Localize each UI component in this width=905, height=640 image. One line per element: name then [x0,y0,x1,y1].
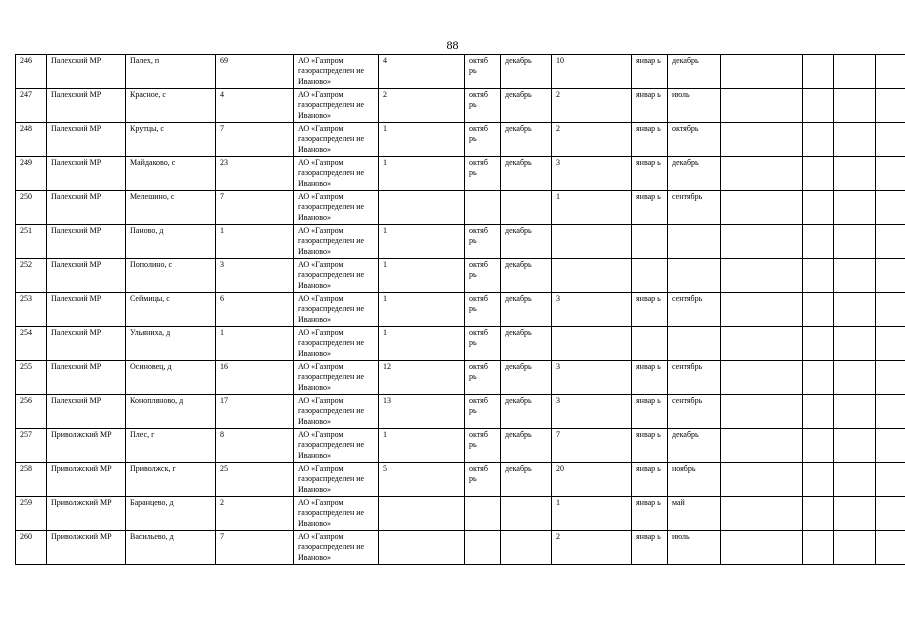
cell-qty-1 [379,531,465,565]
cell-district: Приволжский МР [47,463,126,497]
cell-extra-3 [834,55,876,89]
cell-qty-2: 2 [552,89,632,123]
cell-extra-3 [834,123,876,157]
cell-qty-1 [379,191,465,225]
cell-extra-3 [834,157,876,191]
cell-settlement: Приволжск, г [126,463,216,497]
cell-organization: АО «Газпром газораспределен ие Иваново» [294,89,379,123]
cell-month-end-2: июль [668,89,721,123]
cell-month-end-1: декабрь [501,225,552,259]
cell-extra-4 [876,429,905,463]
cell-extra-3 [834,531,876,565]
cell-qty-1: 4 [379,55,465,89]
cell-extra-2 [803,89,834,123]
cell-organization: АО «Газпром газораспределен ие Иваново» [294,327,379,361]
table-row [16,395,905,429]
cell-count: 7 [216,123,294,157]
cell-month-start-1 [465,531,501,565]
cell-district: Палехский МР [47,191,126,225]
cell-extra-4 [876,191,905,225]
table-row [16,293,905,327]
cell-month-start-1: октяб рь [465,259,501,293]
cell-district: Палехский МР [47,327,126,361]
cell-month-start-2: январ ь [632,395,668,429]
cell-month-start-2 [632,327,668,361]
cell-organization: АО «Газпром газораспределен ие Иваново» [294,429,379,463]
cell-month-start-2 [632,259,668,293]
cell-month-start-2: январ ь [632,293,668,327]
cell-count: 7 [216,531,294,565]
cell-month-start-1 [465,191,501,225]
cell-extra-2 [803,463,834,497]
cell-month-start-2: январ ь [632,123,668,157]
cell-month-start-1 [465,497,501,531]
cell-month-end-1: декабрь [501,89,552,123]
cell-organization: АО «Газпром газораспределен ие Иваново» [294,225,379,259]
cell-extra-3 [834,259,876,293]
cell-month-start-1: октяб рь [465,157,501,191]
cell-organization: АО «Газпром газораспределен ие Иваново» [294,531,379,565]
cell-extra-1 [721,531,803,565]
cell-extra-2 [803,157,834,191]
cell-row-number: 258 [16,463,47,497]
cell-extra-2 [803,429,834,463]
cell-qty-1: 1 [379,225,465,259]
cell-month-end-2: ноябрь [668,463,721,497]
cell-district: Приволжский МР [47,497,126,531]
cell-district: Палехский МР [47,89,126,123]
cell-settlement: Паново, д [126,225,216,259]
cell-qty-2: 7 [552,429,632,463]
cell-month-start-2: январ ь [632,497,668,531]
cell-extra-4 [876,55,905,89]
cell-district: Палехский МР [47,395,126,429]
cell-settlement: Плес, г [126,429,216,463]
cell-extra-1 [721,123,803,157]
cell-extra-4 [876,497,905,531]
cell-extra-3 [834,89,876,123]
cell-qty-2: 20 [552,463,632,497]
table-row [16,429,905,463]
cell-row-number: 249 [16,157,47,191]
cell-extra-4 [876,463,905,497]
cell-month-end-2: сентябрь [668,191,721,225]
cell-month-end-2: декабрь [668,55,721,89]
cell-extra-1 [721,157,803,191]
cell-row-number: 255 [16,361,47,395]
cell-month-start-1: октяб рь [465,225,501,259]
cell-qty-2 [552,225,632,259]
table-row [16,327,905,361]
cell-organization: АО «Газпром газораспределен ие Иваново» [294,259,379,293]
table-row [16,89,905,123]
cell-month-start-1: октяб рь [465,361,501,395]
cell-extra-3 [834,395,876,429]
cell-extra-4 [876,157,905,191]
cell-month-end-2 [668,225,721,259]
cell-qty-2: 1 [552,497,632,531]
cell-month-start-2: январ ь [632,361,668,395]
cell-extra-1 [721,497,803,531]
cell-count: 1 [216,327,294,361]
cell-district: Палехский МР [47,259,126,293]
cell-qty-1: 1 [379,327,465,361]
cell-month-start-1: октяб рь [465,395,501,429]
cell-qty-1: 12 [379,361,465,395]
table-row [16,531,905,565]
cell-row-number: 256 [16,395,47,429]
cell-settlement: Осиновец, д [126,361,216,395]
cell-month-start-2: январ ь [632,429,668,463]
cell-month-end-1: декабрь [501,293,552,327]
cell-qty-1: 1 [379,157,465,191]
cell-extra-2 [803,123,834,157]
cell-month-end-2: октябрь [668,123,721,157]
cell-extra-4 [876,327,905,361]
cell-month-end-1 [501,497,552,531]
cell-qty-2: 3 [552,293,632,327]
cell-extra-1 [721,55,803,89]
cell-extra-1 [721,293,803,327]
cell-row-number: 252 [16,259,47,293]
cell-qty-2 [552,327,632,361]
cell-settlement: Пополино, с [126,259,216,293]
table-row [16,259,905,293]
cell-row-number: 257 [16,429,47,463]
cell-settlement: Конопляново, д [126,395,216,429]
table-row [16,191,905,225]
cell-count: 4 [216,89,294,123]
cell-row-number: 259 [16,497,47,531]
cell-extra-1 [721,225,803,259]
cell-district: Приволжский МР [47,429,126,463]
cell-row-number: 247 [16,89,47,123]
table-row [16,123,905,157]
cell-month-start-2: январ ь [632,55,668,89]
cell-organization: АО «Газпром газораспределен ие Иваново» [294,463,379,497]
cell-settlement: Баранцево, д [126,497,216,531]
cell-row-number: 248 [16,123,47,157]
cell-count: 1 [216,225,294,259]
cell-month-end-1 [501,531,552,565]
cell-settlement: Палех, п [126,55,216,89]
cell-month-end-2: май [668,497,721,531]
cell-extra-3 [834,429,876,463]
cell-month-start-1: октяб рь [465,293,501,327]
cell-extra-4 [876,89,905,123]
cell-qty-2: 3 [552,157,632,191]
cell-qty-1: 1 [379,293,465,327]
cell-settlement: Васильево, д [126,531,216,565]
cell-district: Палехский МР [47,157,126,191]
cell-district: Палехский МР [47,225,126,259]
table-row [16,463,905,497]
cell-extra-3 [834,463,876,497]
cell-qty-1: 5 [379,463,465,497]
cell-qty-2: 2 [552,123,632,157]
cell-district: Палехский МР [47,293,126,327]
cell-extra-4 [876,225,905,259]
cell-month-start-1: октяб рь [465,463,501,497]
cell-month-start-2: январ ь [632,157,668,191]
cell-extra-3 [834,191,876,225]
cell-month-end-1: декабрь [501,429,552,463]
cell-count: 16 [216,361,294,395]
cell-count: 17 [216,395,294,429]
cell-extra-2 [803,55,834,89]
cell-organization: АО «Газпром газораспределен ие Иваново» [294,293,379,327]
cell-month-end-1: декабрь [501,395,552,429]
cell-extra-3 [834,293,876,327]
cell-organization: АО «Газпром газораспределен ие Иваново» [294,157,379,191]
cell-extra-2 [803,225,834,259]
table-row [16,55,905,89]
cell-month-end-1: декабрь [501,361,552,395]
cell-extra-4 [876,395,905,429]
cell-count: 25 [216,463,294,497]
cell-row-number: 260 [16,531,47,565]
cell-month-start-1: октяб рь [465,429,501,463]
cell-month-end-1: декабрь [501,123,552,157]
cell-count: 69 [216,55,294,89]
cell-extra-4 [876,361,905,395]
cell-count: 7 [216,191,294,225]
cell-settlement: Красное, с [126,89,216,123]
cell-extra-1 [721,361,803,395]
data-table [15,54,905,565]
cell-month-end-1: декабрь [501,463,552,497]
cell-district: Палехский МР [47,123,126,157]
cell-extra-2 [803,293,834,327]
cell-extra-1 [721,463,803,497]
cell-extra-3 [834,225,876,259]
cell-month-end-2: декабрь [668,429,721,463]
cell-count: 6 [216,293,294,327]
page-number: 88 [446,38,459,52]
cell-qty-1: 1 [379,429,465,463]
cell-extra-4 [876,293,905,327]
cell-count: 23 [216,157,294,191]
cell-month-end-1: декабрь [501,55,552,89]
cell-extra-2 [803,327,834,361]
cell-row-number: 246 [16,55,47,89]
cell-month-start-1: октяб рь [465,327,501,361]
cell-qty-1 [379,497,465,531]
cell-month-end-1 [501,191,552,225]
cell-extra-3 [834,361,876,395]
cell-district: Палехский МР [47,361,126,395]
cell-extra-4 [876,259,905,293]
cell-qty-2: 1 [552,191,632,225]
cell-settlement: Крутцы, с [126,123,216,157]
cell-extra-4 [876,123,905,157]
cell-settlement: Майдаково, с [126,157,216,191]
cell-count: 2 [216,497,294,531]
cell-month-start-1: октяб рь [465,55,501,89]
cell-month-start-2: январ ь [632,89,668,123]
cell-extra-2 [803,191,834,225]
cell-month-start-2 [632,225,668,259]
cell-qty-2: 10 [552,55,632,89]
cell-qty-1: 1 [379,259,465,293]
cell-settlement: Мелешино, с [126,191,216,225]
cell-extra-1 [721,327,803,361]
cell-row-number: 250 [16,191,47,225]
cell-month-end-2: сентябрь [668,293,721,327]
cell-organization: АО «Газпром газораспределен ие Иваново» [294,55,379,89]
cell-extra-2 [803,361,834,395]
cell-organization: АО «Газпром газораспределен ие Иваново» [294,497,379,531]
cell-district: Палехский МР [47,55,126,89]
cell-settlement: Ульяниха, д [126,327,216,361]
cell-qty-2: 3 [552,395,632,429]
cell-month-start-1: октяб рь [465,89,501,123]
cell-month-end-1: декабрь [501,157,552,191]
cell-organization: АО «Газпром газораспределен ие Иваново» [294,191,379,225]
cell-settlement: Сеймицы, с [126,293,216,327]
cell-organization: АО «Газпром газораспределен ие Иваново» [294,123,379,157]
cell-month-end-1: декабрь [501,259,552,293]
cell-district: Приволжский МР [47,531,126,565]
cell-month-end-2: сентябрь [668,361,721,395]
table-row [16,361,905,395]
cell-qty-2: 2 [552,531,632,565]
cell-qty-1: 13 [379,395,465,429]
table-row [16,225,905,259]
cell-count: 8 [216,429,294,463]
cell-extra-1 [721,89,803,123]
cell-qty-1: 1 [379,123,465,157]
cell-extra-1 [721,191,803,225]
cell-month-end-2 [668,327,721,361]
cell-qty-2: 3 [552,361,632,395]
cell-qty-2 [552,259,632,293]
cell-row-number: 254 [16,327,47,361]
cell-row-number: 253 [16,293,47,327]
cell-extra-2 [803,497,834,531]
cell-extra-1 [721,395,803,429]
cell-month-end-1: декабрь [501,327,552,361]
cell-month-end-2: сентябрь [668,395,721,429]
cell-month-end-2: декабрь [668,157,721,191]
cell-extra-2 [803,531,834,565]
cell-organization: АО «Газпром газораспределен ие Иваново» [294,395,379,429]
cell-qty-1: 2 [379,89,465,123]
cell-month-start-1: октяб рь [465,123,501,157]
cell-extra-3 [834,497,876,531]
cell-count: 3 [216,259,294,293]
cell-month-start-2: январ ь [632,463,668,497]
cell-month-start-2: январ ь [632,191,668,225]
cell-month-start-2: январ ь [632,531,668,565]
table-row [16,497,905,531]
cell-row-number: 251 [16,225,47,259]
cell-organization: АО «Газпром газораспределен ие Иваново» [294,361,379,395]
cell-extra-3 [834,327,876,361]
cell-extra-4 [876,531,905,565]
cell-extra-1 [721,429,803,463]
cell-month-end-2: июль [668,531,721,565]
cell-extra-2 [803,395,834,429]
cell-extra-1 [721,259,803,293]
table-row [16,157,905,191]
cell-month-end-2 [668,259,721,293]
cell-extra-2 [803,259,834,293]
